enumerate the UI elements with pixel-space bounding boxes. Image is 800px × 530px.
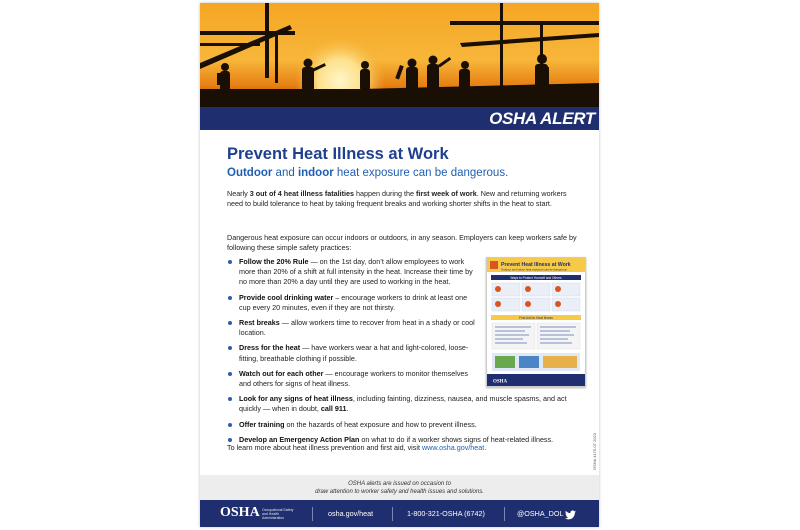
learn-more-text: To learn more about heat illness prevention and first aid, visit www.osha.gov/heat.	[227, 443, 487, 452]
thumb-logo: OSHA	[493, 379, 508, 385]
intro-paragraph: Nearly 3 out of 4 heat illness fatalities happen during the first week of work. New and returning workers need to build tolerance to heat by taking frequent breaks and working shorter shifts in the heat to start.	[227, 189, 567, 209]
divider	[392, 507, 393, 521]
subtitle-rest: heat exposure can be dangerous.	[333, 167, 509, 179]
osha-alert-banner	[200, 107, 599, 130]
list-item: Look for any signs of heat illness, including fainting, dizziness, nausea, and muscle spasms, and act quickly — when in doubt, call 911.	[227, 394, 584, 414]
list-item: Watch out for each other — encourage workers to monitor themselves and others for signs of heat illness.	[227, 369, 477, 389]
osha-agency-name: Occupational Safety and Health Administration	[262, 508, 294, 521]
thumb-section-2: First Aid for Heat Illness	[519, 315, 553, 320]
list-item: Develop an Emergency Action Plan on what to do if a worker shows signs of heat-related illness.	[227, 435, 584, 445]
footer-social-handle[interactable]: @OSHA_DOL	[517, 509, 564, 518]
thumb-section-1: Ways to Protect Yourself and Others	[510, 275, 562, 280]
bullet-icon	[228, 321, 232, 325]
divider	[504, 507, 505, 521]
footer-website-link[interactable]: osha.gov/heat	[328, 509, 374, 518]
page-title: Prevent Heat Illness at Work	[227, 145, 449, 163]
footer-note	[200, 475, 599, 500]
subtitle-and: and	[272, 167, 298, 179]
list-item: Follow the 20% Rule — on the 1st day, don’t allow employees to work more than 20% of a shift at full intensity in the heat. Increase their time by no more than 20% a day until they are used to working in the heat.	[227, 257, 477, 288]
page-subtitle	[227, 167, 508, 179]
list-item: Offer training on the hazards of heat exposure and how to prevent illness.	[227, 420, 584, 430]
subtitle-indoor: indoor	[297, 167, 334, 179]
osha-alert-page	[200, 3, 599, 527]
list-item: Rest breaks — allow workers time to recover from heat in a shady or cool location.	[227, 318, 477, 338]
bullet-icon	[228, 423, 232, 427]
bullet-icon	[228, 372, 232, 376]
list-item: Provide cool drinking water – encourage workers to drink at least one cup every 20 minutes, even if they are not thirsty.	[227, 293, 477, 313]
bullet-icon	[228, 260, 232, 264]
bullet-icon	[228, 296, 232, 300]
banner-label: OSHA ALERT	[489, 109, 595, 128]
footer-note-line-1: OSHA alerts are issued on occasion to	[348, 481, 451, 487]
twitter-bird-icon[interactable]	[565, 507, 576, 525]
divider	[312, 507, 313, 521]
thumb-subtitle: Outdoor and indoor heat exposure can be dangerous	[501, 267, 567, 272]
heat-illness-poster-thumbnail	[486, 257, 586, 387]
bullet-icon	[228, 438, 232, 442]
bullet-icon	[228, 346, 232, 350]
footer-note-line-2: draw attention to worker safety and health issues and solutions.	[315, 489, 484, 495]
footer-phone: 1-800-321-OSHA (6742)	[407, 509, 485, 518]
hero-image-workers-sunset	[200, 3, 599, 107]
bullet-icon	[228, 397, 232, 401]
document-code: OSHA 4175-07 2023	[592, 433, 597, 470]
list-item: Dress for the heat — have workers wear a hat and light-colored, loose-fitting, breathable clothing if possible.	[227, 343, 477, 363]
intro-paragraph-2: Dangerous heat exposure can occur indoors or outdoors, in any season. Employers can keep workers safe by following these simple safety practices:	[227, 233, 577, 253]
osha-logo: OSHA	[220, 505, 260, 520]
thumb-title: Prevent Heat Illness at Work	[501, 262, 571, 268]
footer-bar	[200, 500, 599, 527]
subtitle-outdoor: Outdoor	[227, 167, 273, 179]
osha-heat-link[interactable]: www.osha.gov/heat	[421, 443, 485, 452]
